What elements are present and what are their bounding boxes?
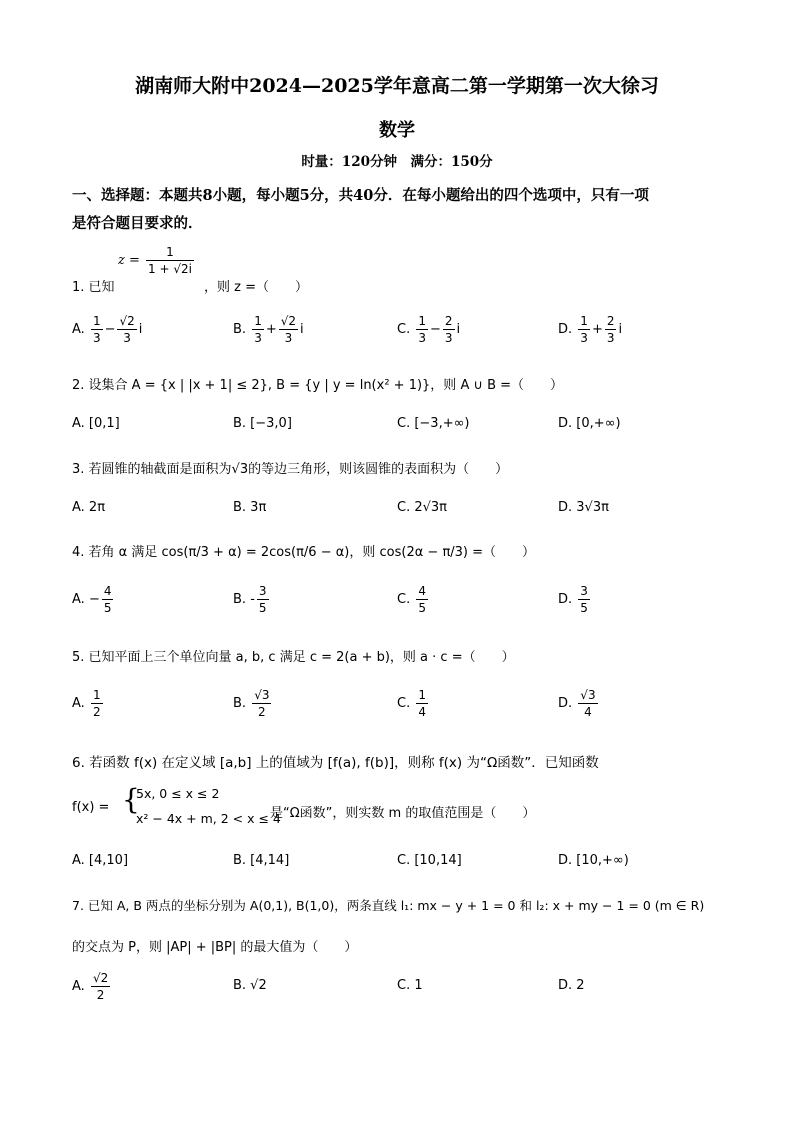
fraction xyxy=(578,583,590,616)
q6-stem-line1: 6. 若函数 f(x) 在定义域 [a,b] 上的值域为 [f(a), f(b)]，则称 f(x) 为“Ω函数”．已知函数 xyxy=(72,755,599,771)
fraction xyxy=(257,583,269,616)
q5-stem: 5. 已知平面上三个单位向量 a, b, c 满足 c = 2(a + b)，则 a · c =（ ） xyxy=(72,650,515,665)
option-label: A. xyxy=(72,696,85,711)
option-label: B. xyxy=(233,696,247,711)
imag-unit: i xyxy=(456,322,461,337)
den: 2 xyxy=(91,986,110,1003)
q6-fx: f(x) = xyxy=(72,800,110,815)
fraction xyxy=(578,313,590,346)
den: 4 xyxy=(418,705,426,719)
option-label: D. xyxy=(558,592,573,607)
q7-option-d[interactable]: D. 2 xyxy=(558,978,585,993)
fraction xyxy=(252,687,271,720)
den: 5 xyxy=(258,601,267,615)
q3-option-a[interactable]: A. 2π xyxy=(72,500,106,515)
q1-fraction-num: 1 xyxy=(166,245,174,259)
q3-stem: 3. 若圆锥的轴截面是面积为√3的等边三角形，则该圆锥的表面积为（ ） xyxy=(72,462,509,477)
fraction xyxy=(102,583,114,616)
q6-option-d[interactable]: D. [10,+∞) xyxy=(558,853,629,868)
num: √3 xyxy=(580,688,596,702)
q1-fraction xyxy=(146,244,194,277)
fraction xyxy=(252,313,264,346)
exam-meta: 时量：120分钟 满分：150分 xyxy=(301,154,493,170)
fraction xyxy=(91,313,103,346)
q6-piece1: 5x, 0 ≤ x ≤ 2 xyxy=(136,786,220,801)
num: √2 xyxy=(92,971,109,985)
option-label: C. xyxy=(397,696,411,711)
num: 3 xyxy=(580,584,588,598)
den: 2 xyxy=(92,705,101,719)
q3-option-d[interactable]: D. 3√3π xyxy=(558,500,609,515)
fraction xyxy=(117,313,136,346)
operator: − xyxy=(430,322,441,337)
num: 2 xyxy=(444,314,453,328)
q6-option-c[interactable]: C. [10,14] xyxy=(397,853,462,868)
num: 2 xyxy=(606,314,615,328)
num: 4 xyxy=(103,584,112,598)
option-label: C. xyxy=(397,322,411,337)
q7-stem-line2: 的交点为 P，则 |AP| + |BP| 的最大值为（ ） xyxy=(72,940,358,955)
q1-fraction-den: 1 + √2i xyxy=(148,262,192,276)
q2-option-b[interactable]: B. [−3,0] xyxy=(233,416,292,431)
den: 3 xyxy=(117,329,136,346)
option-label: B. xyxy=(233,592,247,607)
imag-unit: i xyxy=(618,322,623,337)
num: 1 xyxy=(92,688,101,702)
exam-title: 湖南师大附中2024—2025学年意高二第一学期第一次大徐习 xyxy=(135,75,659,97)
fraction xyxy=(416,583,428,616)
fraction xyxy=(416,687,428,720)
fraction xyxy=(91,687,103,720)
den: 3 xyxy=(418,331,426,345)
num: 4 xyxy=(418,584,426,598)
brace-icon: { xyxy=(122,783,140,816)
q7-option-a[interactable] xyxy=(72,970,112,1003)
option-label: A. xyxy=(72,979,85,994)
option-label: A. xyxy=(72,592,85,607)
q6-piece2: x² − 4x + m, 2 < x ≤ 4 xyxy=(136,811,281,826)
imag-unit: i xyxy=(300,322,304,337)
q5-option-a[interactable] xyxy=(72,687,105,720)
q1-formula xyxy=(118,244,196,277)
q7-stem-line1: 7. 已知 A, B 两点的坐标分别为 A(0,1), B(1,0)，两条直线 l₁: mx − y + 1 = 0 和 l₂: x + my − 1 = 0 (m ∈ R) xyxy=(72,898,705,913)
option-label: C. xyxy=(397,592,411,607)
den: 2 xyxy=(252,703,271,720)
q5-option-b[interactable] xyxy=(233,687,273,720)
num: 1 xyxy=(580,314,588,328)
q3-option-c[interactable]: C. 2√3π xyxy=(397,500,447,515)
num: √3 xyxy=(254,688,270,702)
operator: + xyxy=(591,322,603,337)
den: 5 xyxy=(418,601,426,615)
fraction xyxy=(578,687,597,720)
fraction xyxy=(91,970,110,1003)
den: 5 xyxy=(103,601,112,615)
q3-option-b[interactable]: B. 3π xyxy=(233,500,267,515)
q2-option-a[interactable]: A. [0,1] xyxy=(72,416,120,431)
sign: - xyxy=(250,592,255,607)
q5-option-d[interactable] xyxy=(558,687,600,720)
den: 5 xyxy=(580,601,588,615)
num: 1 xyxy=(92,314,101,328)
option-label: B. xyxy=(233,322,247,337)
q4-option-a[interactable] xyxy=(72,583,115,616)
den: 3 xyxy=(254,331,262,345)
q7-option-b[interactable]: B. √2 xyxy=(233,978,267,993)
q2-stem: 2. 设集合 A = {x | |x + 1| ≤ 2}, B = {y | y = ln(x² + 1)}，则 A ∪ B =（ ） xyxy=(72,378,564,393)
fraction xyxy=(416,313,428,346)
q4-option-d[interactable] xyxy=(558,583,592,616)
exam-subject: 数学 xyxy=(379,120,415,141)
operator: + xyxy=(265,322,277,337)
q1-option-c[interactable] xyxy=(397,313,460,346)
q5-option-c[interactable] xyxy=(397,687,430,720)
q7-option-c[interactable]: C. 1 xyxy=(397,978,423,993)
den: 3 xyxy=(606,331,615,345)
section-heading-line1: 一、选择题：本题共8小题，每小题5分，共40分．在每小题给出的四个选项中，只有一项 xyxy=(72,187,649,204)
q4-option-c[interactable] xyxy=(397,583,430,616)
q6-option-b[interactable]: B. [4,14] xyxy=(233,853,290,868)
q4-stem: 4. 若角 α 满足 cos(π/3 + α) = 2cos(π/6 − α)，则 cos(2α − π/3) =（ ） xyxy=(72,545,536,560)
fraction xyxy=(279,313,298,346)
den: 4 xyxy=(578,703,597,720)
section-heading-line2: 是符合题目要求的． xyxy=(72,215,203,232)
operator: − xyxy=(104,322,116,337)
fraction xyxy=(443,313,455,346)
q1-prefix: 1. 已知 xyxy=(72,280,115,295)
num: √2 xyxy=(280,314,297,328)
q6-stem-tail: 是“Ω函数”，则实数 m 的取值范围是（ ） xyxy=(270,806,536,821)
num: 1 xyxy=(254,314,262,328)
den: 3 xyxy=(580,331,588,345)
q4-option-b[interactable] xyxy=(233,583,271,616)
option-label: D. xyxy=(558,322,573,337)
q1-option-d[interactable] xyxy=(558,313,622,346)
q1-option-a[interactable] xyxy=(72,313,142,346)
num: 3 xyxy=(258,584,267,598)
num: √2 xyxy=(119,314,135,328)
den: 3 xyxy=(444,331,453,345)
q6-option-a[interactable]: A. [4,10] xyxy=(72,853,129,868)
q1-suffix: ，则 z =（ ） xyxy=(204,280,308,295)
den: 3 xyxy=(279,329,298,346)
fraction xyxy=(605,313,617,346)
imag-unit: i xyxy=(138,322,143,337)
q1-option-b[interactable] xyxy=(233,313,304,346)
num: 1 xyxy=(418,688,426,702)
den: 3 xyxy=(92,331,101,345)
option-label: D. xyxy=(558,696,573,711)
q2-option-d[interactable]: D. [0,+∞) xyxy=(558,416,621,431)
q2-option-c[interactable]: C. [−3,+∞) xyxy=(397,416,470,431)
q1-formula-left: z = xyxy=(118,253,140,268)
sign: − xyxy=(88,592,100,607)
num: 1 xyxy=(418,314,426,328)
option-label: A. xyxy=(72,322,85,337)
